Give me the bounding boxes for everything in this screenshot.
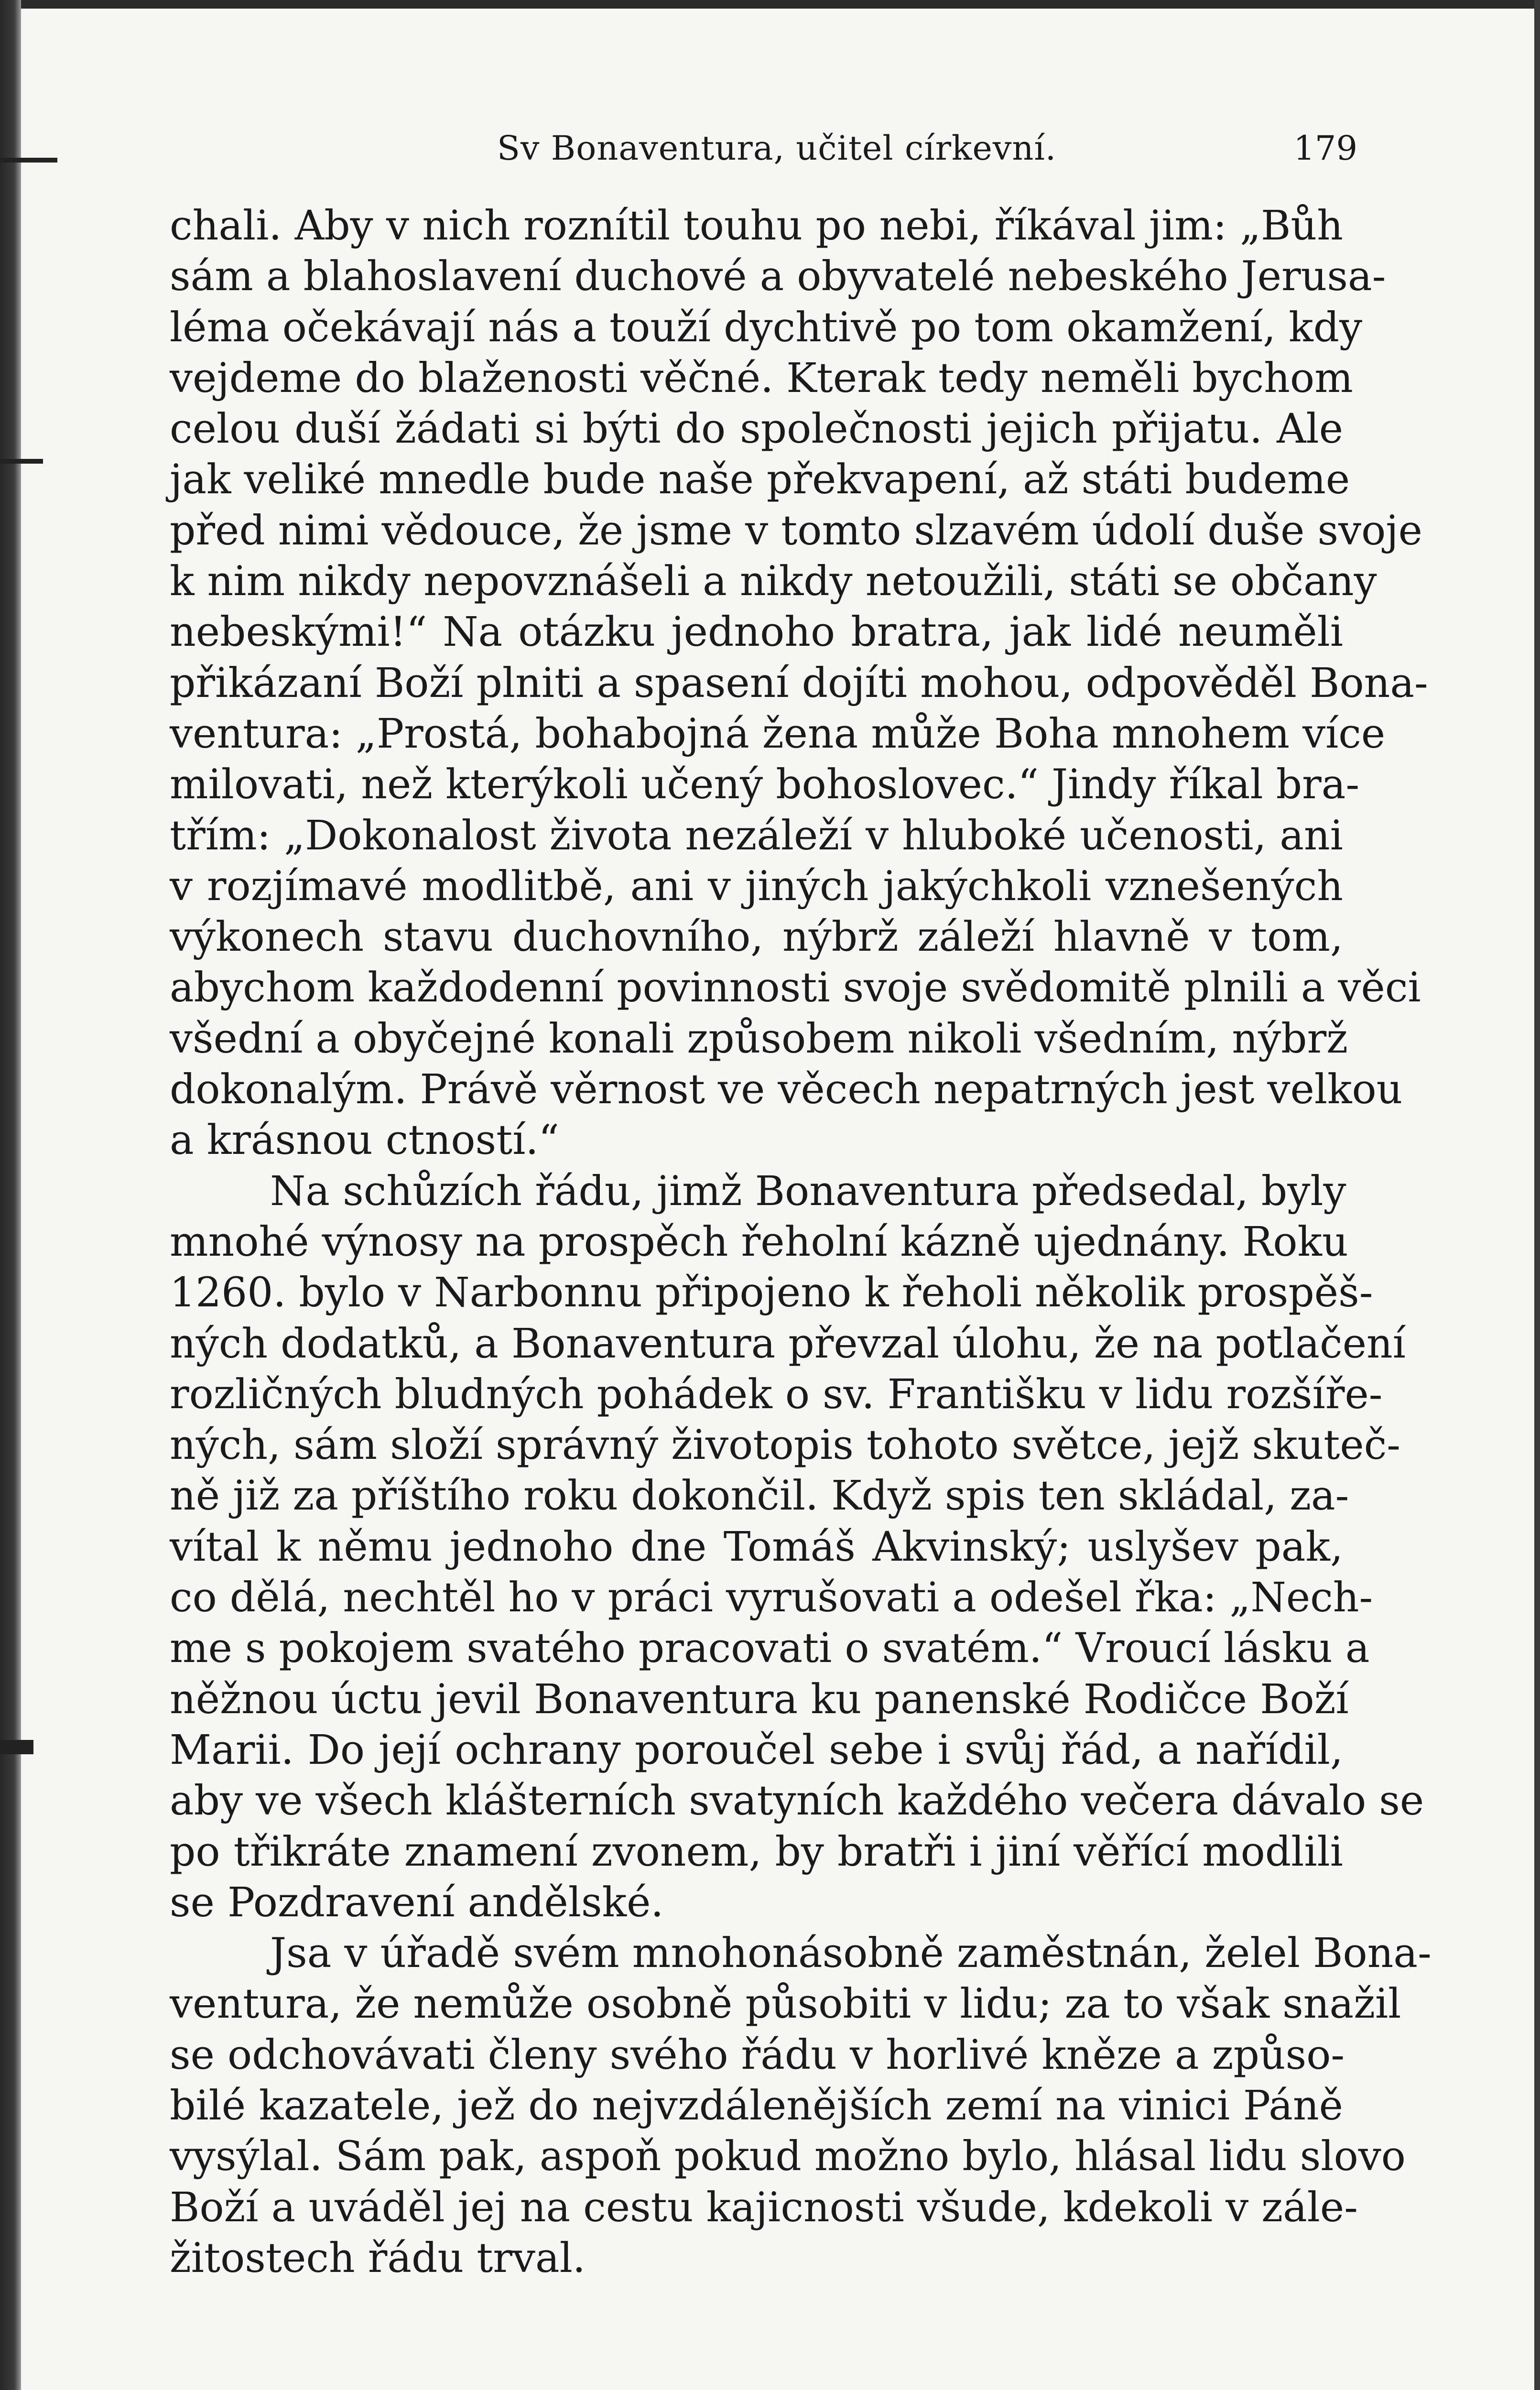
text-line: léma očekávají nás a touží dychtivě po tom okamžení, kdy [170, 304, 1363, 351]
text-line: jak veliké mnedle bude naše překvapení, až státi budeme [170, 456, 1350, 504]
text-line: žitostech řádu trval. [170, 2234, 586, 2282]
binding-mark [0, 459, 43, 464]
text-line: se odchovávati členy svého řádu v horlivé kněze a způso- [170, 2031, 1345, 2079]
binding-mark [0, 158, 57, 163]
text-line: aby ve všech klášterních svatyních každého večera dávalo se [170, 1777, 1424, 1825]
text-line: po třikráte znamení zvonem, by bratři i jiní věřící modlili [170, 1828, 1343, 1876]
page-number: 179 [1293, 129, 1357, 168]
text-line: Jsa v úřadě svém mnohonásobně zaměstnán, želel Bona- [270, 1930, 1432, 1977]
text-line: nebeskými!“ Na otázku jednoho bratra, jak lidé neuměli [170, 608, 1343, 656]
text-line: přikázaní Boží plniti a spasení dojíti mohou, odpověděl Bona- [170, 659, 1428, 707]
text-line: Na schůzích řádu, jimž Bonaventura předsedal, byly [270, 1167, 1346, 1215]
text-line: co dělá, nechtěl ho v práci vyrušovati a odešel řka: „Nech- [170, 1574, 1373, 1622]
scan-edge-top [0, 0, 1540, 9]
text-line: me s pokojem svatého pracovati o svatém.“ Vroucí lásku a [170, 1625, 1370, 1673]
text-line: Marii. Do její ochrany poroučel sebe i svůj řád, a nařídil, [170, 1726, 1343, 1774]
text-line: k nim nikdy nepovznášeli a nikdy netoužili, státi se občany [170, 558, 1377, 606]
text-line: celou duší žádati si býti do společnosti jejich přijatu. Ale [170, 405, 1343, 453]
scan-edge-right [1534, 0, 1540, 2390]
text-line: dokonalým. Právě věrnost ve věcech nepatrných jest velkou [170, 1066, 1403, 1114]
text-line: vysýlal. Sám pak, aspoň pokud možno bylo, hlásal lidu slovo [170, 2133, 1406, 2181]
text-line: ventura: „Prostá, bohabojná žena může Boha mnohem více [170, 710, 1386, 758]
text-line: 1260. bylo v Narbonnu připojeno k řeholi několik prospěš- [170, 1269, 1373, 1317]
binding-mark [0, 1740, 33, 1754]
text-line: všední a obyčejné konali způsobem nikoli všedním, nýbrž [170, 1015, 1348, 1063]
book-spine-shadow [0, 0, 21, 2390]
running-header [497, 127, 1357, 170]
text-line: rozličných bludných pohádek o sv. Františku v lidu rozšíře- [170, 1370, 1383, 1418]
text-line: před nimi vědouce, že jsme v tomto slzavém údolí duše svoje [170, 507, 1422, 554]
text-line: ně již za příštího roku dokončil. Když spis ten skládal, za- [170, 1472, 1349, 1520]
text-line: Boží a uváděl jej na cestu kajicnosti všude, kdekoli v zále- [170, 2184, 1358, 2231]
text-line: mnohé výnosy na prospěch řeholní kázně ujednány. Roku [170, 1218, 1348, 1266]
text-line: v rozjímavé modlitbě, ani v jiných jakýchkoli vznešených [170, 862, 1343, 910]
text-line: a krásnou ctností.“ [170, 1117, 559, 1164]
text-line: ných dodatků, a Bonaventura převzal úlohu, že na potlačení [170, 1320, 1406, 1368]
text-line: ných, sám složí správný životopis tohoto světce, jejž skuteč- [170, 1422, 1401, 1469]
text-line: abychom každodenní povinnosti svoje svědomitě plnili a věci [170, 964, 1421, 1012]
text-line: chali. Aby v nich roznítil touhu po nebi, říkával jim: „Bůh [170, 202, 1343, 250]
text-line: vítal k němu jednoho dne Tomáš Akvinský; uslyšev pak, [170, 1523, 1343, 1571]
text-line: se Pozdravení andělské. [170, 1879, 664, 1926]
body-text [170, 201, 1432, 2284]
text-line: něžnou úctu jevil Bonaventura ku panenské Rodičce Boží [170, 1675, 1349, 1723]
text-line: milovati, než kterýkoli učený bohoslovec.“ Jindy říkal bra- [170, 761, 1360, 809]
text-line: bilé kazatele, jež do nejvzdálenějších zemí na vinici Páně [170, 2082, 1343, 2129]
running-title: Sv Bonaventura, učitel církevní. [497, 129, 1057, 168]
text-line: sám a blahoslavení duchové a obyvatelé nebeského Jerusa- [170, 253, 1386, 301]
text-line: vejdeme do blaženosti věčné. Kterak tedy neměli bychom [170, 354, 1353, 402]
text-line: třím: „Dokonalost života nezáleží v hluboké učenosti, ani [170, 812, 1343, 859]
text-line: výkonech stavu duchovního, nýbrž záleží hlavně v tom, [170, 913, 1343, 961]
text-line: ventura, že nemůže osobně působiti v lidu; za to však snažil [170, 1980, 1401, 2028]
